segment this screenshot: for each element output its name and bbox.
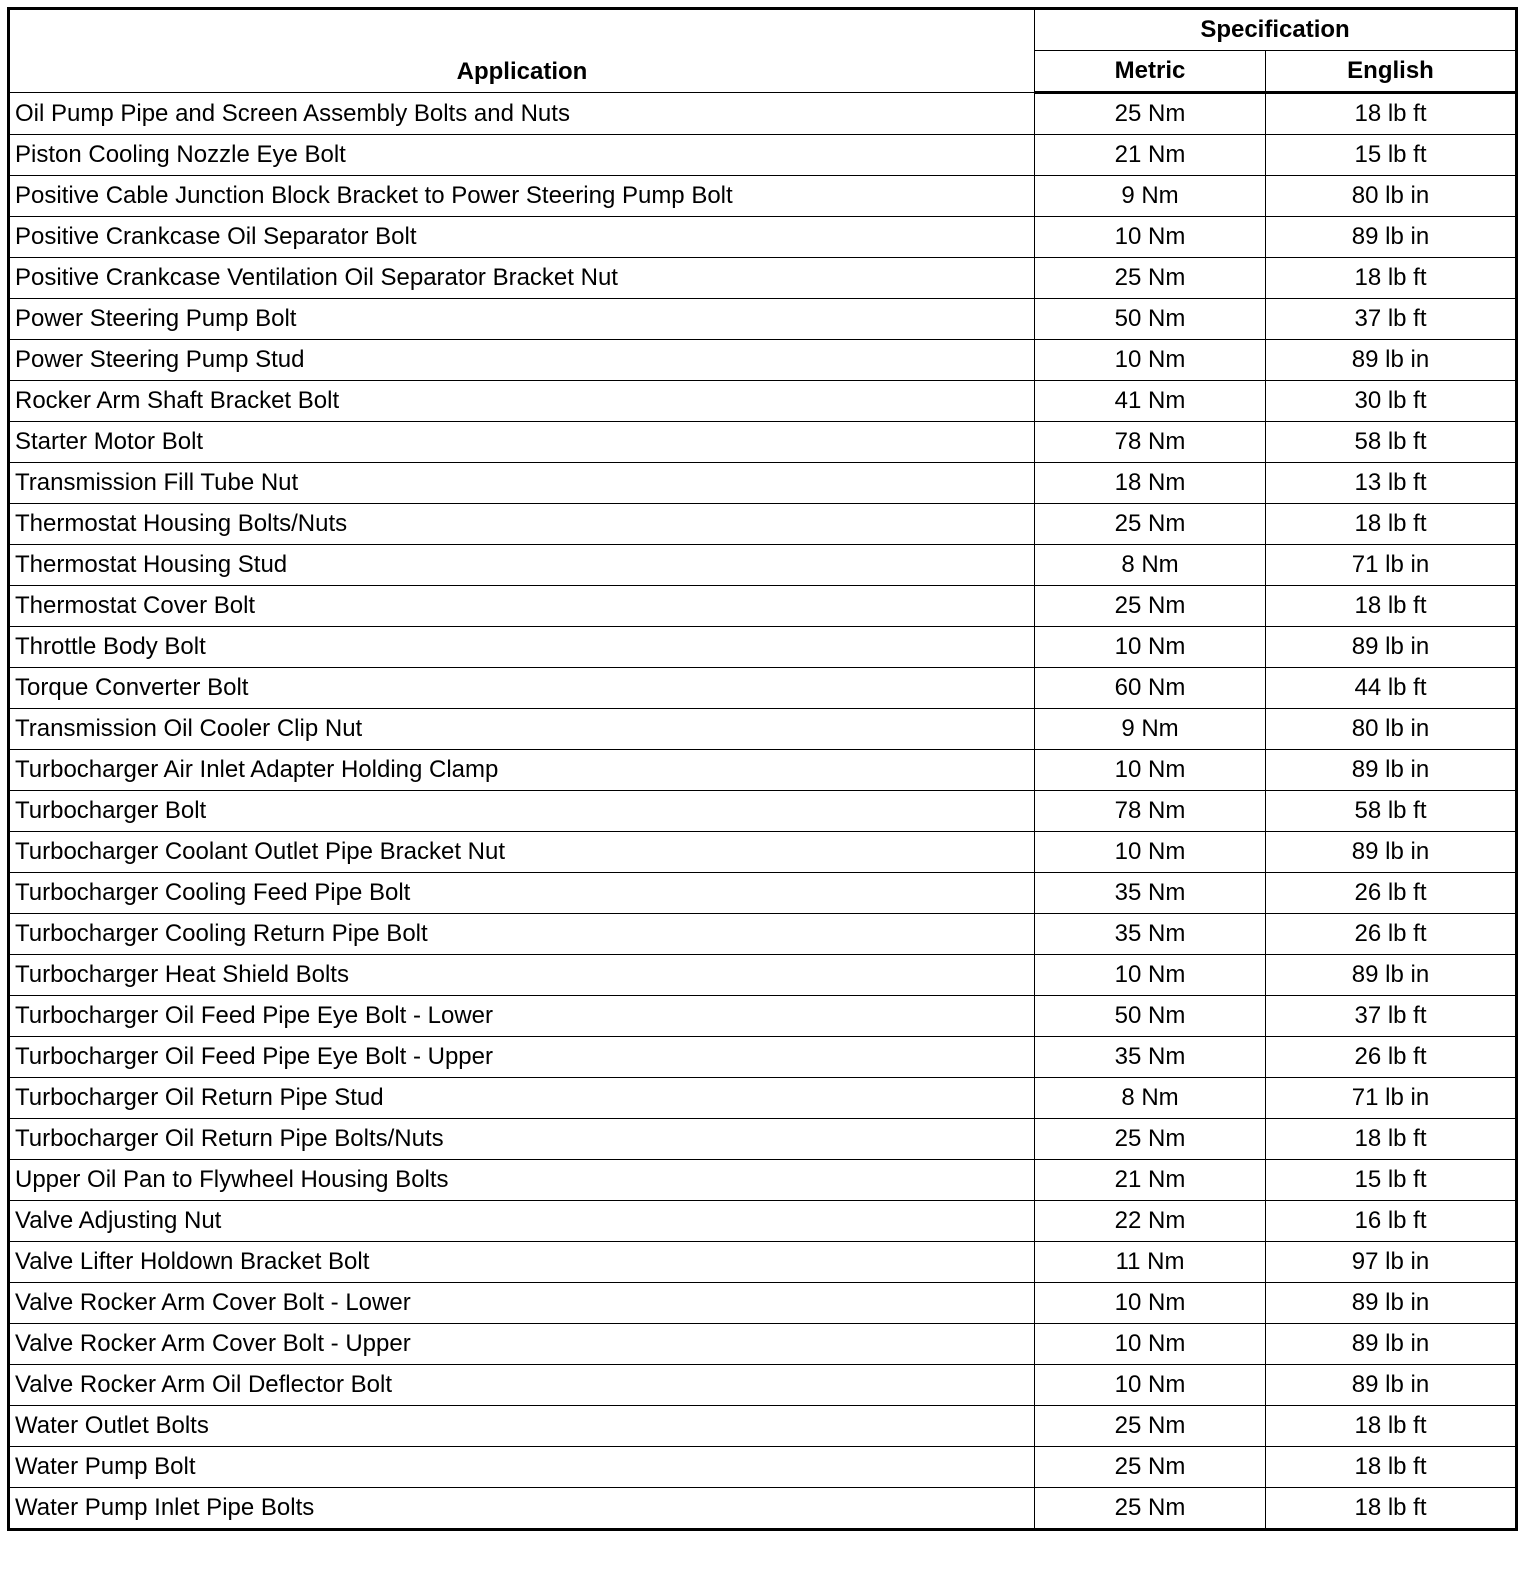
metric-value-cell: 21 Nm <box>1035 1160 1266 1201</box>
table-body <box>9 93 1517 1530</box>
metric-value-cell: 9 Nm <box>1035 709 1266 750</box>
table-row <box>9 217 1517 258</box>
english-value-cell: 89 lb in <box>1266 627 1517 668</box>
metric-value-cell: 10 Nm <box>1035 832 1266 873</box>
application-cell: Thermostat Housing Bolts/Nuts <box>9 504 1035 545</box>
application-cell: Valve Rocker Arm Cover Bolt - Upper <box>9 1324 1035 1365</box>
english-value-cell: 89 lb in <box>1266 1324 1517 1365</box>
metric-value-cell: 25 Nm <box>1035 1488 1266 1530</box>
table-row <box>9 463 1517 504</box>
table-row <box>9 1160 1517 1201</box>
application-cell: Water Pump Inlet Pipe Bolts <box>9 1488 1035 1530</box>
english-value-cell: 80 lb in <box>1266 176 1517 217</box>
table-row <box>9 135 1517 176</box>
metric-column-header: Metric <box>1035 51 1266 93</box>
english-value-cell: 89 lb in <box>1266 750 1517 791</box>
metric-value-cell: 25 Nm <box>1035 258 1266 299</box>
application-cell: Positive Crankcase Oil Separator Bolt <box>9 217 1035 258</box>
english-value-cell: 26 lb ft <box>1266 873 1517 914</box>
metric-value-cell: 10 Nm <box>1035 1283 1266 1324</box>
application-cell: Turbocharger Heat Shield Bolts <box>9 955 1035 996</box>
table-row <box>9 1119 1517 1160</box>
table-row <box>9 996 1517 1037</box>
table-row <box>9 258 1517 299</box>
table-row <box>9 93 1517 135</box>
metric-value-cell: 35 Nm <box>1035 914 1266 955</box>
table-row <box>9 545 1517 586</box>
english-value-cell: 26 lb ft <box>1266 1037 1517 1078</box>
metric-value-cell: 50 Nm <box>1035 299 1266 340</box>
application-cell: Turbocharger Oil Feed Pipe Eye Bolt - Upper <box>9 1037 1035 1078</box>
table-row <box>9 709 1517 750</box>
table-row <box>9 1324 1517 1365</box>
metric-value-cell: 10 Nm <box>1035 750 1266 791</box>
english-value-cell: 30 lb ft <box>1266 381 1517 422</box>
metric-value-cell: 25 Nm <box>1035 93 1266 135</box>
table-row <box>9 791 1517 832</box>
application-cell: Turbocharger Oil Return Pipe Stud <box>9 1078 1035 1119</box>
english-value-cell: 37 lb ft <box>1266 299 1517 340</box>
english-value-cell: 18 lb ft <box>1266 93 1517 135</box>
metric-value-cell: 10 Nm <box>1035 1365 1266 1406</box>
header-row-top <box>9 9 1517 51</box>
application-cell: Turbocharger Air Inlet Adapter Holding Clamp <box>9 750 1035 791</box>
table-row <box>9 668 1517 709</box>
english-value-cell: 58 lb ft <box>1266 422 1517 463</box>
application-cell: Turbocharger Cooling Return Pipe Bolt <box>9 914 1035 955</box>
application-cell: Positive Cable Junction Block Bracket to Power Steering Pump Bolt <box>9 176 1035 217</box>
metric-value-cell: 35 Nm <box>1035 873 1266 914</box>
english-value-cell: 18 lb ft <box>1266 1406 1517 1447</box>
english-value-cell: 18 lb ft <box>1266 586 1517 627</box>
english-value-cell: 18 lb ft <box>1266 258 1517 299</box>
english-value-cell: 18 lb ft <box>1266 1119 1517 1160</box>
application-cell: Thermostat Housing Stud <box>9 545 1035 586</box>
application-cell: Power Steering Pump Stud <box>9 340 1035 381</box>
table-row <box>9 1447 1517 1488</box>
english-value-cell: 16 lb ft <box>1266 1201 1517 1242</box>
english-value-cell: 97 lb in <box>1266 1242 1517 1283</box>
metric-value-cell: 25 Nm <box>1035 1447 1266 1488</box>
application-cell: Oil Pump Pipe and Screen Assembly Bolts and Nuts <box>9 93 1035 135</box>
metric-value-cell: 78 Nm <box>1035 791 1266 832</box>
application-cell: Thermostat Cover Bolt <box>9 586 1035 627</box>
table-row <box>9 504 1517 545</box>
english-value-cell: 89 lb in <box>1266 832 1517 873</box>
specification-column-header: Specification <box>1035 9 1517 51</box>
application-cell: Throttle Body Bolt <box>9 627 1035 668</box>
application-cell: Rocker Arm Shaft Bracket Bolt <box>9 381 1035 422</box>
table-row <box>9 1242 1517 1283</box>
english-value-cell: 13 lb ft <box>1266 463 1517 504</box>
table-row <box>9 914 1517 955</box>
english-value-cell: 89 lb in <box>1266 1283 1517 1324</box>
metric-value-cell: 60 Nm <box>1035 668 1266 709</box>
metric-value-cell: 10 Nm <box>1035 340 1266 381</box>
metric-value-cell: 8 Nm <box>1035 545 1266 586</box>
table-row <box>9 627 1517 668</box>
english-value-cell: 37 lb ft <box>1266 996 1517 1037</box>
application-cell: Turbocharger Coolant Outlet Pipe Bracket Nut <box>9 832 1035 873</box>
application-cell: Positive Crankcase Ventilation Oil Separator Bracket Nut <box>9 258 1035 299</box>
table-row <box>9 1406 1517 1447</box>
metric-value-cell: 10 Nm <box>1035 1324 1266 1365</box>
table-row <box>9 955 1517 996</box>
english-value-cell: 18 lb ft <box>1266 1447 1517 1488</box>
metric-value-cell: 35 Nm <box>1035 1037 1266 1078</box>
application-cell: Starter Motor Bolt <box>9 422 1035 463</box>
english-value-cell: 44 lb ft <box>1266 668 1517 709</box>
application-cell: Valve Rocker Arm Cover Bolt - Lower <box>9 1283 1035 1324</box>
table-row <box>9 1078 1517 1119</box>
table-row <box>9 340 1517 381</box>
table-row <box>9 299 1517 340</box>
metric-value-cell: 10 Nm <box>1035 217 1266 258</box>
metric-value-cell: 10 Nm <box>1035 955 1266 996</box>
application-cell: Valve Rocker Arm Oil Deflector Bolt <box>9 1365 1035 1406</box>
metric-value-cell: 25 Nm <box>1035 586 1266 627</box>
application-column-header: Application <box>9 9 1035 93</box>
metric-value-cell: 22 Nm <box>1035 1201 1266 1242</box>
fastener-torque-table <box>7 7 1518 1531</box>
application-cell: Torque Converter Bolt <box>9 668 1035 709</box>
table-row <box>9 750 1517 791</box>
table-row <box>9 1037 1517 1078</box>
application-cell: Upper Oil Pan to Flywheel Housing Bolts <box>9 1160 1035 1201</box>
table-row <box>9 1201 1517 1242</box>
english-value-cell: 18 lb ft <box>1266 1488 1517 1530</box>
english-value-cell: 89 lb in <box>1266 1365 1517 1406</box>
metric-value-cell: 11 Nm <box>1035 1242 1266 1283</box>
application-cell: Turbocharger Oil Return Pipe Bolts/Nuts <box>9 1119 1035 1160</box>
table-row <box>9 422 1517 463</box>
application-cell: Water Pump Bolt <box>9 1447 1035 1488</box>
english-value-cell: 71 lb in <box>1266 545 1517 586</box>
table-row <box>9 381 1517 422</box>
application-cell: Turbocharger Oil Feed Pipe Eye Bolt - Lower <box>9 996 1035 1037</box>
application-cell: Power Steering Pump Bolt <box>9 299 1035 340</box>
table-row <box>9 1365 1517 1406</box>
english-value-cell: 89 lb in <box>1266 340 1517 381</box>
english-value-cell: 71 lb in <box>1266 1078 1517 1119</box>
application-cell: Transmission Oil Cooler Clip Nut <box>9 709 1035 750</box>
application-cell: Piston Cooling Nozzle Eye Bolt <box>9 135 1035 176</box>
english-value-cell: 80 lb in <box>1266 709 1517 750</box>
table-row <box>9 176 1517 217</box>
application-cell: Turbocharger Cooling Feed Pipe Bolt <box>9 873 1035 914</box>
table-row <box>9 1283 1517 1324</box>
english-value-cell: 15 lb ft <box>1266 135 1517 176</box>
metric-value-cell: 50 Nm <box>1035 996 1266 1037</box>
application-cell: Valve Lifter Holdown Bracket Bolt <box>9 1242 1035 1283</box>
metric-value-cell: 25 Nm <box>1035 1406 1266 1447</box>
english-value-cell: 58 lb ft <box>1266 791 1517 832</box>
metric-value-cell: 25 Nm <box>1035 504 1266 545</box>
application-cell: Transmission Fill Tube Nut <box>9 463 1035 504</box>
english-value-cell: 89 lb in <box>1266 217 1517 258</box>
table-row <box>9 1488 1517 1530</box>
metric-value-cell: 10 Nm <box>1035 627 1266 668</box>
english-value-cell: 89 lb in <box>1266 955 1517 996</box>
english-column-header: English <box>1266 51 1517 93</box>
table-row <box>9 873 1517 914</box>
metric-value-cell: 18 Nm <box>1035 463 1266 504</box>
table-row <box>9 832 1517 873</box>
metric-value-cell: 78 Nm <box>1035 422 1266 463</box>
english-value-cell: 18 lb ft <box>1266 504 1517 545</box>
application-cell: Valve Adjusting Nut <box>9 1201 1035 1242</box>
english-value-cell: 26 lb ft <box>1266 914 1517 955</box>
table-row <box>9 586 1517 627</box>
metric-value-cell: 9 Nm <box>1035 176 1266 217</box>
application-cell: Turbocharger Bolt <box>9 791 1035 832</box>
metric-value-cell: 41 Nm <box>1035 381 1266 422</box>
metric-value-cell: 25 Nm <box>1035 1119 1266 1160</box>
table-header <box>9 9 1517 93</box>
application-cell: Water Outlet Bolts <box>9 1406 1035 1447</box>
metric-value-cell: 21 Nm <box>1035 135 1266 176</box>
english-value-cell: 15 lb ft <box>1266 1160 1517 1201</box>
metric-value-cell: 8 Nm <box>1035 1078 1266 1119</box>
